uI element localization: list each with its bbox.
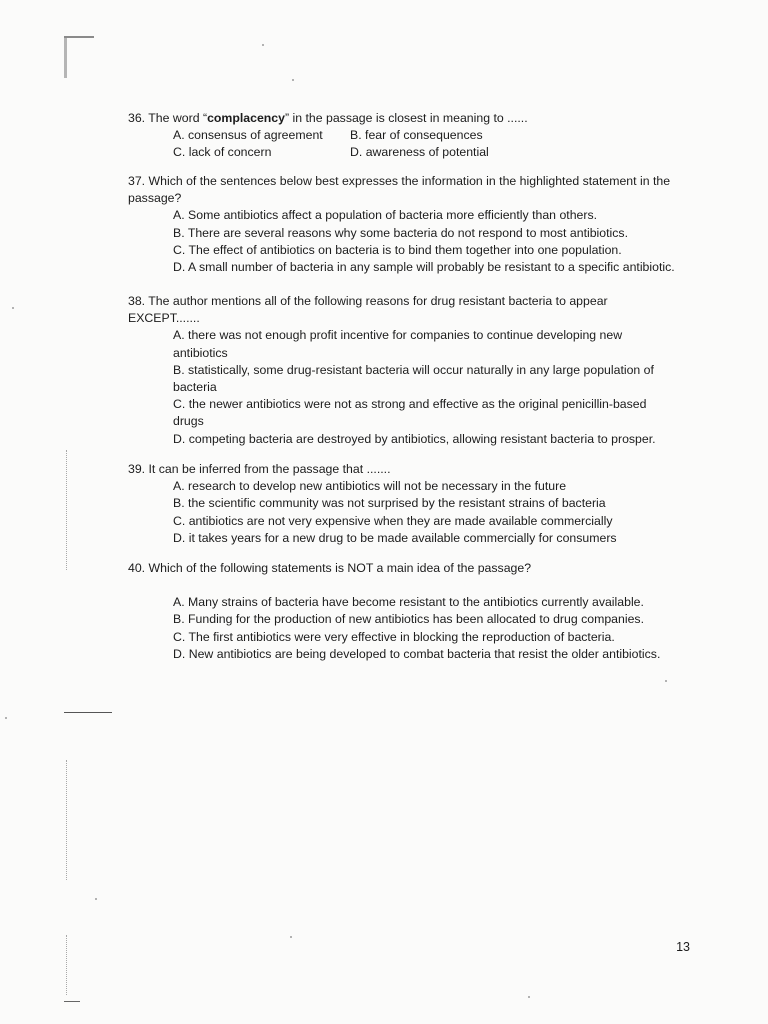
scan-corner-mark-2 xyxy=(64,38,67,78)
answer-options xyxy=(128,127,698,161)
scan-bottom-mark xyxy=(64,1001,80,1002)
question-stem: 36. The word “complacency” in the passage is closest in meaning to ...... xyxy=(128,111,528,125)
question-40 xyxy=(128,560,698,663)
option-b: B. statistically, some drug-resistant bacteria will occur naturally in any large population of bacteria xyxy=(173,362,654,395)
option-b: B. fear of consequences xyxy=(350,128,483,143)
option-d: D. A small number of bacteria in any sample will probably be resistant to a specific antibiotic. xyxy=(173,260,675,275)
scan-edge-dots xyxy=(66,450,68,570)
scan-edge-dots-2 xyxy=(66,760,68,880)
scan-speck xyxy=(290,936,292,938)
scan-speck xyxy=(12,307,14,309)
keyword: complacency xyxy=(207,111,285,125)
scan-speck xyxy=(5,717,7,719)
question-36 xyxy=(128,110,698,162)
answer-options xyxy=(128,327,678,447)
question-39 xyxy=(128,461,698,547)
answer-options xyxy=(128,207,698,276)
page-number: 13 xyxy=(676,940,690,954)
option-c: C. the newer antibiotics were not as strong and effective as the original penicillin-based drugs xyxy=(173,397,647,429)
option-d: D. New antibiotics are being developed to combat bacteria that resist the older antibiotics. xyxy=(173,646,661,661)
option-a: A. consensus of agreement xyxy=(173,128,323,143)
option-c: C. lack of concern xyxy=(173,145,272,160)
option-d: D. it takes years for a new drug to be made available commercially for consumers xyxy=(173,530,617,545)
answer-options xyxy=(128,594,698,663)
scan-speck xyxy=(95,898,97,900)
option-c: C. antibiotics are not very expensive when they are made available commercially xyxy=(173,513,613,528)
answer-options xyxy=(128,478,698,547)
question-stem: 40. Which of the following statements is NOT a main idea of the passage? xyxy=(128,561,532,575)
option-b: B. Funding for the production of new antibiotics has been allocated to drug companies. xyxy=(173,612,644,627)
option-d: D. awareness of potential xyxy=(350,145,489,160)
question-37 xyxy=(128,173,698,276)
scan-corner-mark xyxy=(64,36,94,38)
option-a: A. research to develop new antibiotics will not be necessary in the future xyxy=(173,479,567,494)
option-b: B. There are several reasons why some bacteria do not respond to most antibiotics. xyxy=(173,225,628,240)
option-d: D. competing bacteria are destroyed by antibiotics, allowing resistant bacteria to prosper. xyxy=(173,431,656,446)
option-a: A. Many strains of bacteria have become resistant to the antibiotics currently available. xyxy=(173,595,644,610)
option-b: B. the scientific community was not surprised by the resistant strains of bacteria xyxy=(173,496,606,511)
option-c: C. The first antibiotics were very effective in blocking the reproduction of bacteria. xyxy=(173,629,615,644)
option-a: A. Some antibiotics affect a population of bacteria more efficiently than others. xyxy=(173,208,598,223)
scan-line-mark xyxy=(64,712,112,713)
option-a: A. there was not enough profit incentive for companies to continue developing new antibiotics xyxy=(173,328,623,360)
question-stem: 38. The author mentions all of the following reasons for drug resistant bacteria to appear EXCEPT....... xyxy=(128,294,608,326)
option-c: C. The effect of antibiotics on bacteria is to bind them together into one population. xyxy=(173,242,622,257)
scan-speck xyxy=(292,79,294,81)
question-stem: 39. It can be inferred from the passage that ....... xyxy=(128,462,391,476)
scan-speck xyxy=(262,44,264,46)
scan-speck xyxy=(665,680,667,682)
question-38 xyxy=(128,293,698,448)
question-stem: 37. Which of the sentences below best expresses the information in the highlighted statement in the passage? xyxy=(128,174,671,206)
scan-speck xyxy=(528,996,530,998)
scan-edge-dots-3 xyxy=(66,935,68,995)
